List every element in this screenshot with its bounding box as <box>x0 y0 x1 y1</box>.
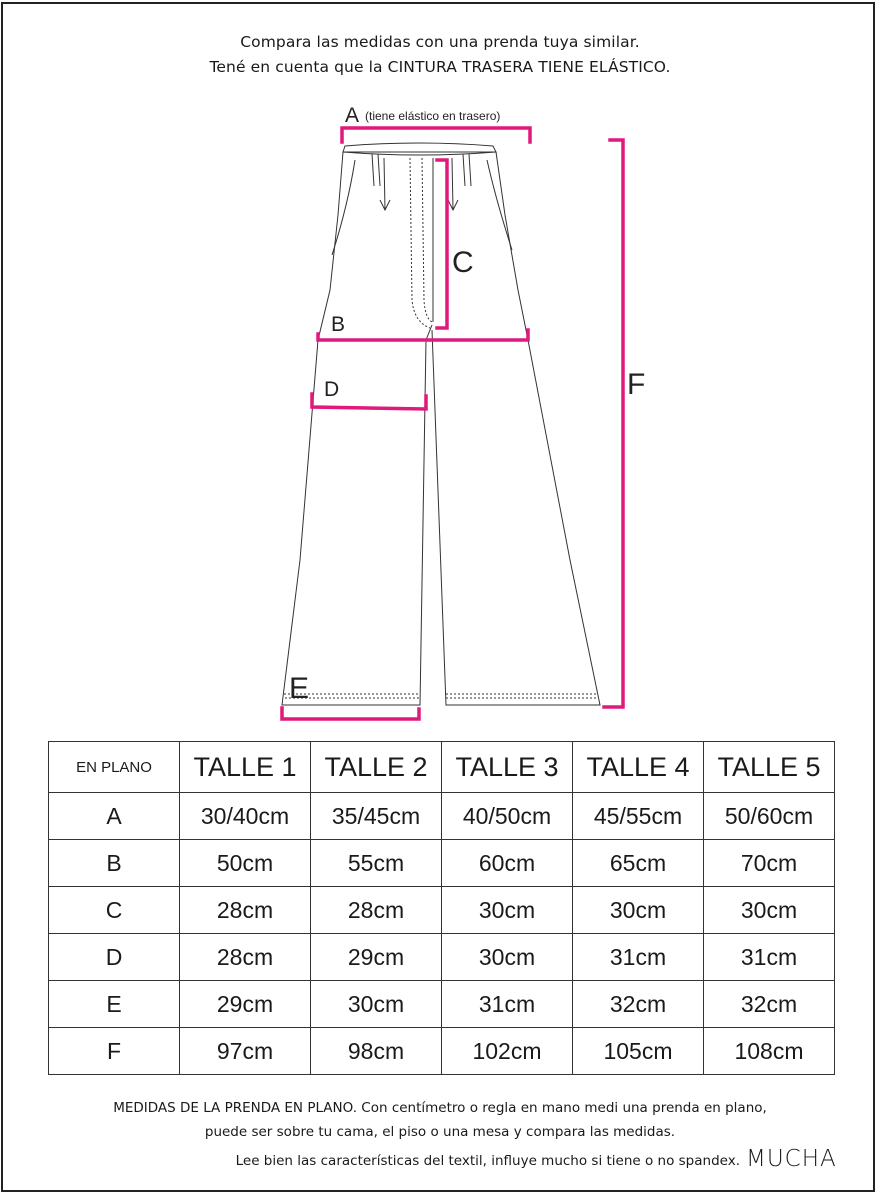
row-label: D <box>49 934 180 981</box>
table-cell: 55cm <box>311 840 442 887</box>
table-cell: 30cm <box>442 887 573 934</box>
measure-e <box>282 708 419 719</box>
table-cell: 102cm <box>442 1028 573 1075</box>
pants-outline-left <box>282 152 432 705</box>
header-talle-4: TALLE 4 <box>573 742 704 793</box>
table-cell: 31cm <box>704 934 835 981</box>
table-cell: 28cm <box>311 887 442 934</box>
table-row <box>49 793 835 840</box>
table-cell: 97cm <box>180 1028 311 1075</box>
header-talle-5: TALLE 5 <box>704 742 835 793</box>
intro-line-2: Tené en cuenta que la CINTURA TRASERA TIENE ELÁSTICO. <box>209 58 671 76</box>
table-cell: 105cm <box>573 1028 704 1075</box>
row-label: A <box>49 793 180 840</box>
brand-logo: MUCHA <box>746 1146 837 1172</box>
table-cell: 32cm <box>573 981 704 1028</box>
table-row <box>49 840 835 887</box>
table-cell: 35/45cm <box>311 793 442 840</box>
label-c: C <box>452 246 474 279</box>
footer-line-2: puede ser sobre tu cama, el piso o una mesa y compara las medidas. <box>204 1124 676 1140</box>
label-f: F <box>627 368 646 401</box>
table-cell: 31cm <box>573 934 704 981</box>
table-header-row <box>49 742 835 793</box>
label-d: D <box>324 378 340 401</box>
row-label: F <box>49 1028 180 1075</box>
measure-f <box>604 140 623 707</box>
header-talle-3: TALLE 3 <box>442 742 573 793</box>
label-a: A <box>345 104 360 127</box>
table-row <box>49 887 835 934</box>
measure-c <box>437 160 447 328</box>
table-cell: 30cm <box>573 887 704 934</box>
label-b: B <box>331 313 346 336</box>
pants-outline-right <box>432 152 600 705</box>
table-cell: 29cm <box>180 981 311 1028</box>
table-cell: 30cm <box>704 887 835 934</box>
table-cell: 30cm <box>442 934 573 981</box>
table-corner: EN PLANO <box>49 742 180 793</box>
footer-line-1: MEDIDAS DE LA PRENDA EN PLANO. Con centímetro o regla en mano medi una prenda en plano, <box>113 1100 767 1116</box>
row-label: E <box>49 981 180 1028</box>
footer-line-3: Lee bien las características del textil, influye mucho si tiene o no spandex. <box>235 1153 740 1169</box>
row-label: B <box>49 840 180 887</box>
measure-b <box>318 330 528 340</box>
table-cell: 98cm <box>311 1028 442 1075</box>
size-table <box>48 741 835 1075</box>
header-talle-1: TALLE 1 <box>180 742 311 793</box>
label-a-note: (tiene elástico en trasero) <box>365 109 501 123</box>
table-cell: 28cm <box>180 934 311 981</box>
table-cell: 70cm <box>704 840 835 887</box>
table-row <box>49 934 835 981</box>
table-cell: 31cm <box>442 981 573 1028</box>
table-row <box>49 981 835 1028</box>
intro-line-1: Compara las medidas con una prenda tuya similar. <box>240 33 640 51</box>
measure-a <box>342 128 530 142</box>
waistband <box>343 143 496 152</box>
table-row <box>49 1028 835 1075</box>
table-cell: 29cm <box>311 934 442 981</box>
table-cell: 60cm <box>442 840 573 887</box>
table-cell: 40/50cm <box>442 793 573 840</box>
table-cell: 30/40cm <box>180 793 311 840</box>
table-cell: 30cm <box>311 981 442 1028</box>
table-cell: 50/60cm <box>704 793 835 840</box>
table-cell: 32cm <box>704 981 835 1028</box>
header-talle-2: TALLE 2 <box>311 742 442 793</box>
label-e: E <box>289 672 310 705</box>
table-cell: 45/55cm <box>573 793 704 840</box>
table-cell: 28cm <box>180 887 311 934</box>
table-cell: 65cm <box>573 840 704 887</box>
table-cell: 50cm <box>180 840 311 887</box>
table-cell: 108cm <box>704 1028 835 1075</box>
row-label: C <box>49 887 180 934</box>
